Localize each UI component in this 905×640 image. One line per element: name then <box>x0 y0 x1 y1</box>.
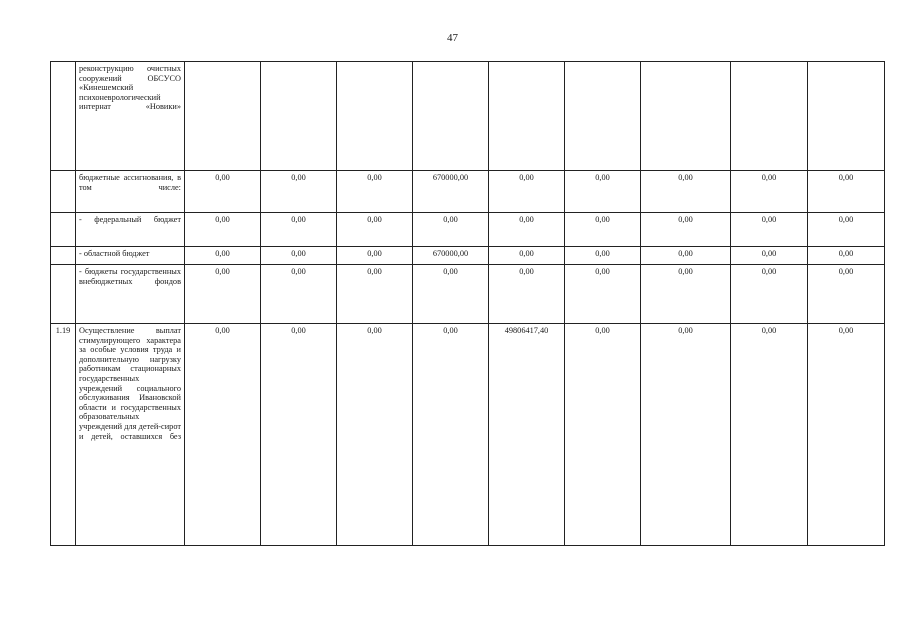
value-cell: 0,00 <box>185 324 261 546</box>
value-cell: 0,00 <box>489 265 565 324</box>
value-cell: 0,00 <box>337 324 413 546</box>
table-row <box>51 171 885 213</box>
page-number: 47 <box>447 32 458 44</box>
value-cell: 0,00 <box>808 324 885 546</box>
value-cell: 0,00 <box>565 171 641 213</box>
value-cell: 0,00 <box>261 171 337 213</box>
value-cell: 0,00 <box>261 265 337 324</box>
value-cell <box>565 62 641 171</box>
value-cell: 0,00 <box>808 213 885 247</box>
value-cell: 0,00 <box>641 213 731 247</box>
value-cell: 0,00 <box>489 171 565 213</box>
row-description: бюджетные ассигнования, в том числе: <box>76 171 185 213</box>
table-row <box>51 247 885 265</box>
table-row <box>51 265 885 324</box>
row-index <box>51 265 76 324</box>
value-cell: 0,00 <box>261 324 337 546</box>
value-cell: 0,00 <box>731 265 808 324</box>
value-cell: 0,00 <box>565 265 641 324</box>
row-description: - бюджеты государственных внебюджетных фондов <box>76 265 185 324</box>
value-cell: 49806417,40 <box>489 324 565 546</box>
row-index <box>51 62 76 171</box>
value-cell: 0,00 <box>731 171 808 213</box>
table-row <box>51 324 885 546</box>
value-cell: 0,00 <box>489 213 565 247</box>
value-cell: 0,00 <box>808 265 885 324</box>
value-cell: 0,00 <box>731 213 808 247</box>
value-cell: 0,00 <box>261 213 337 247</box>
value-cell: 0,00 <box>337 213 413 247</box>
value-cell: 0,00 <box>565 213 641 247</box>
value-cell: 0,00 <box>337 171 413 213</box>
value-cell: 0,00 <box>808 247 885 265</box>
value-cell <box>261 62 337 171</box>
row-index: 1.19 <box>51 324 76 546</box>
value-cell: 0,00 <box>641 171 731 213</box>
value-cell: 0,00 <box>641 265 731 324</box>
value-cell: 0,00 <box>185 247 261 265</box>
row-description: реконструкцию очистных сооружений ОБСУСО «Кинешемский психоневрологический интернат «Новики» <box>76 62 185 171</box>
value-cell: 0,00 <box>337 265 413 324</box>
row-description: - федеральный бюджет <box>76 213 185 247</box>
value-cell <box>808 62 885 171</box>
value-cell: 0,00 <box>413 213 489 247</box>
value-cell: 0,00 <box>413 265 489 324</box>
value-cell <box>185 62 261 171</box>
value-cell: 0,00 <box>337 247 413 265</box>
row-index <box>51 213 76 247</box>
value-cell <box>641 62 731 171</box>
table-row <box>51 62 885 171</box>
value-cell: 0,00 <box>808 171 885 213</box>
table-row <box>51 213 885 247</box>
value-cell: 0,00 <box>641 324 731 546</box>
value-cell: 0,00 <box>565 324 641 546</box>
value-cell: 670000,00 <box>413 171 489 213</box>
value-cell: 0,00 <box>489 247 565 265</box>
row-description: Осуществление выплат стимулирующего характера за особые условия труда и дополнительную нагрузку работникам стационарных государственных учреждений социального обслуживания Ивановской области и государственных образовательных учреждений для детей-сирот и детей, оставшихся без <box>76 324 185 546</box>
value-cell <box>489 62 565 171</box>
value-cell: 0,00 <box>731 247 808 265</box>
value-cell: 0,00 <box>641 247 731 265</box>
value-cell <box>731 62 808 171</box>
budget-table <box>50 61 885 546</box>
row-description: - областной бюджет <box>76 247 185 265</box>
value-cell: 0,00 <box>413 324 489 546</box>
value-cell <box>337 62 413 171</box>
value-cell: 0,00 <box>185 265 261 324</box>
value-cell: 0,00 <box>731 324 808 546</box>
value-cell: 0,00 <box>185 213 261 247</box>
value-cell <box>413 62 489 171</box>
value-cell: 0,00 <box>185 171 261 213</box>
row-index <box>51 247 76 265</box>
value-cell: 0,00 <box>565 247 641 265</box>
row-index <box>51 171 76 213</box>
value-cell: 670000,00 <box>413 247 489 265</box>
value-cell: 0,00 <box>261 247 337 265</box>
